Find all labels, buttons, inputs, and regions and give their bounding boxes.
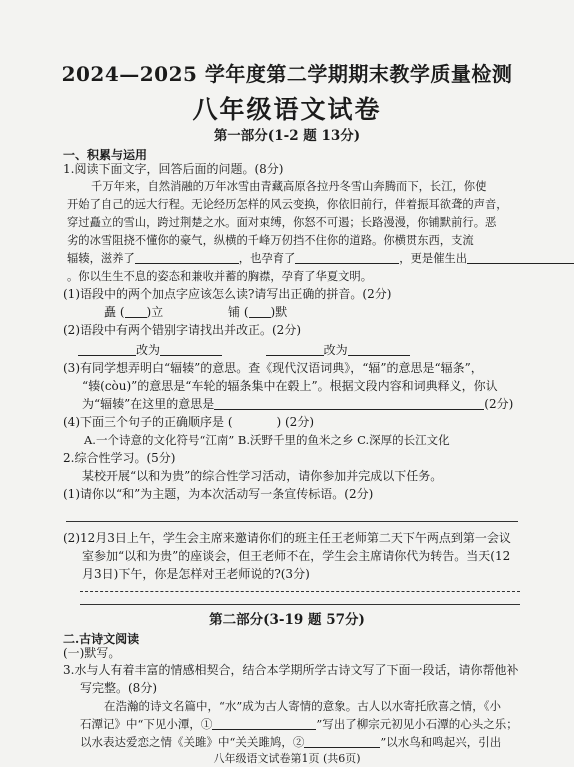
pinyin-suffix: )默 xyxy=(270,305,288,319)
fix-label: 改为 xyxy=(136,343,161,357)
q1-sub3-line: (3)有同学想弄明白“辐辏”的意思。查《现代汉语词典》，“辐”的意思是“辐条”， xyxy=(63,361,483,375)
answer-blank[interactable] xyxy=(348,343,410,356)
q2-sub2-line: 月3日)下午，你是怎样对王老师说的?(3分) xyxy=(82,567,310,581)
q1-sub2: (2)语段中有两个错别字请找出并改正。(2分) xyxy=(63,323,301,337)
q3-line xyxy=(80,734,501,751)
q2-sub2-line: (2)12月3日上午，学生会主席来邀请你们的班主任王老师第二天下午两点到第一会议 xyxy=(63,531,511,545)
answer-blank[interactable] xyxy=(266,343,324,356)
part2-title: 第二部分(3-19 题 57分) xyxy=(209,612,365,628)
answer-line[interactable] xyxy=(80,591,520,592)
score-label: (2分) xyxy=(484,397,514,411)
answer-blank[interactable] xyxy=(78,343,136,356)
part1-title: 第一部分(1-2 题 13分) xyxy=(213,128,361,144)
q1-passage-line: 穿过矗立的雪山，跨过荆楚之水。面对束缚，你怒不可遏；长路漫漫，你铺默前行。恶 xyxy=(67,216,497,229)
q1-passage-line xyxy=(67,250,574,267)
exam-subtitle: 八年级语文试卷 xyxy=(192,95,382,124)
answer-blank[interactable] xyxy=(212,717,316,730)
sub4-text: (4)下面三个句子的正确顺序是 ( xyxy=(63,415,233,429)
dotted-char: 矗 xyxy=(104,305,117,319)
pinyin-item-b: 铺 ( )默 xyxy=(228,305,288,319)
page-footer: 八年级语文试卷第1页 (共6页) xyxy=(213,752,361,765)
sub4-score: ) (2分) xyxy=(276,415,314,429)
q2-sub2-line: 室参加“以和为贵”的座谈会，但王老师不在，学生会主席请你代为转告。当天(12 xyxy=(82,549,511,563)
typo-correction-row xyxy=(78,342,410,359)
q2-stem: 2.综合性学习。(5分) xyxy=(63,451,176,465)
answer-blank[interactable] xyxy=(467,251,574,264)
answer-blank[interactable] xyxy=(304,735,380,748)
pinyin-blank[interactable] xyxy=(249,305,271,318)
q1-passage-line: 劣的冰雪阻挠不懂你的豪气，纵横的千峰万仞挡不住你的道路。你横贯东西，支流 xyxy=(67,234,474,247)
answer-blank[interactable] xyxy=(160,343,222,356)
answer-line[interactable] xyxy=(80,604,520,605)
q3-line: 在浩瀚的诗文名篇中，“水”成为古人寄情的意象。古人以水寄托欣喜之情，《小 xyxy=(104,699,502,713)
q3-text: 以水表达爱恋之情《关雎》中“关关雎鸠， xyxy=(80,735,293,749)
sub3-text: 为“辐辏”在这里的意思是 xyxy=(82,397,215,411)
section1-heading: 一、积累与运用 xyxy=(63,148,148,162)
passage-text: ，更是催生出 xyxy=(399,252,468,265)
q3-text: ”以水鸟和鸣起兴，引出 xyxy=(380,735,502,749)
q3-text: ”写出了柳宗元初见小石潭的心头之乐； xyxy=(316,717,518,731)
q1-passage-line: 开始了自己的远大行程。无论经历怎样的风云变换，你依旧前行，伴着振耳欲聋的声音， xyxy=(67,198,508,211)
pinyin-item-a: 矗 ( )立 xyxy=(104,305,164,319)
q1-stem: 1.阅读下面文字，回答后面的问题。(8分) xyxy=(63,162,284,176)
q2-sub1: (1)请你以“和”为主题，为本次活动写一条宣传标语。(2分) xyxy=(63,487,374,501)
passage-text: 辐辏，滋养了 xyxy=(67,252,135,265)
q1-passage-line: 千万年来，自然消融的万年冰雪由青藏高原各拉丹冬雪山奔腾而下，长江，你使 xyxy=(91,180,487,193)
q1-sub4 xyxy=(63,414,314,431)
exam-title: 2024—2025 学年度第二学期期末教学质量检测 xyxy=(61,62,513,86)
q3-line: 3.水与人有着丰富的情感相契合，结合本学期所学古诗文写了下面一段话，请你帮他补 xyxy=(63,663,519,677)
section2-heading: 二.古诗文阅读 xyxy=(63,632,140,646)
blank-marker: ① xyxy=(200,717,213,731)
q1-passage-line: 。你以生生不息的姿态和兼收并蓄的胸襟，孕育了华夏文明。 xyxy=(67,270,373,283)
q3-text: 石潭记》中“下见小潭， xyxy=(80,717,201,731)
pinyin-blank[interactable] xyxy=(125,305,147,318)
q1-sub3-line: “辏(còu)”的意思是“车轮的辐条集中在毂上”。根据文段内容和词典释义，你认 xyxy=(82,379,498,393)
answer-blank[interactable] xyxy=(214,397,484,410)
answer-blank[interactable] xyxy=(135,251,239,264)
answer-line[interactable] xyxy=(66,521,518,522)
q1-sub3-line xyxy=(82,396,513,413)
pinyin-suffix: )立 xyxy=(146,305,164,319)
section2-sub: (一)默写。 xyxy=(63,646,121,660)
answer-blank[interactable] xyxy=(295,251,399,264)
q2-intro: 某校开展“以和为贵”的综合性学习活动，请你参加并完成以下任务。 xyxy=(82,469,443,483)
q1-sub1: (1)语段中的两个加点字应该怎么读?请写出正确的拼音。(2分) xyxy=(63,287,392,301)
q3-line: 写完整。(8分) xyxy=(80,681,157,695)
q3-line xyxy=(80,716,518,733)
dotted-char: 铺 xyxy=(228,305,241,319)
passage-text: ，也孕育了 xyxy=(238,252,296,265)
fix-label: 改为 xyxy=(323,343,348,357)
blank-marker: ② xyxy=(292,735,305,749)
q1-sub4-options: A.一个诗意的文化符号“江南” B.沃野千里的鱼米之乡 C.深厚的长江文化 xyxy=(84,433,450,447)
